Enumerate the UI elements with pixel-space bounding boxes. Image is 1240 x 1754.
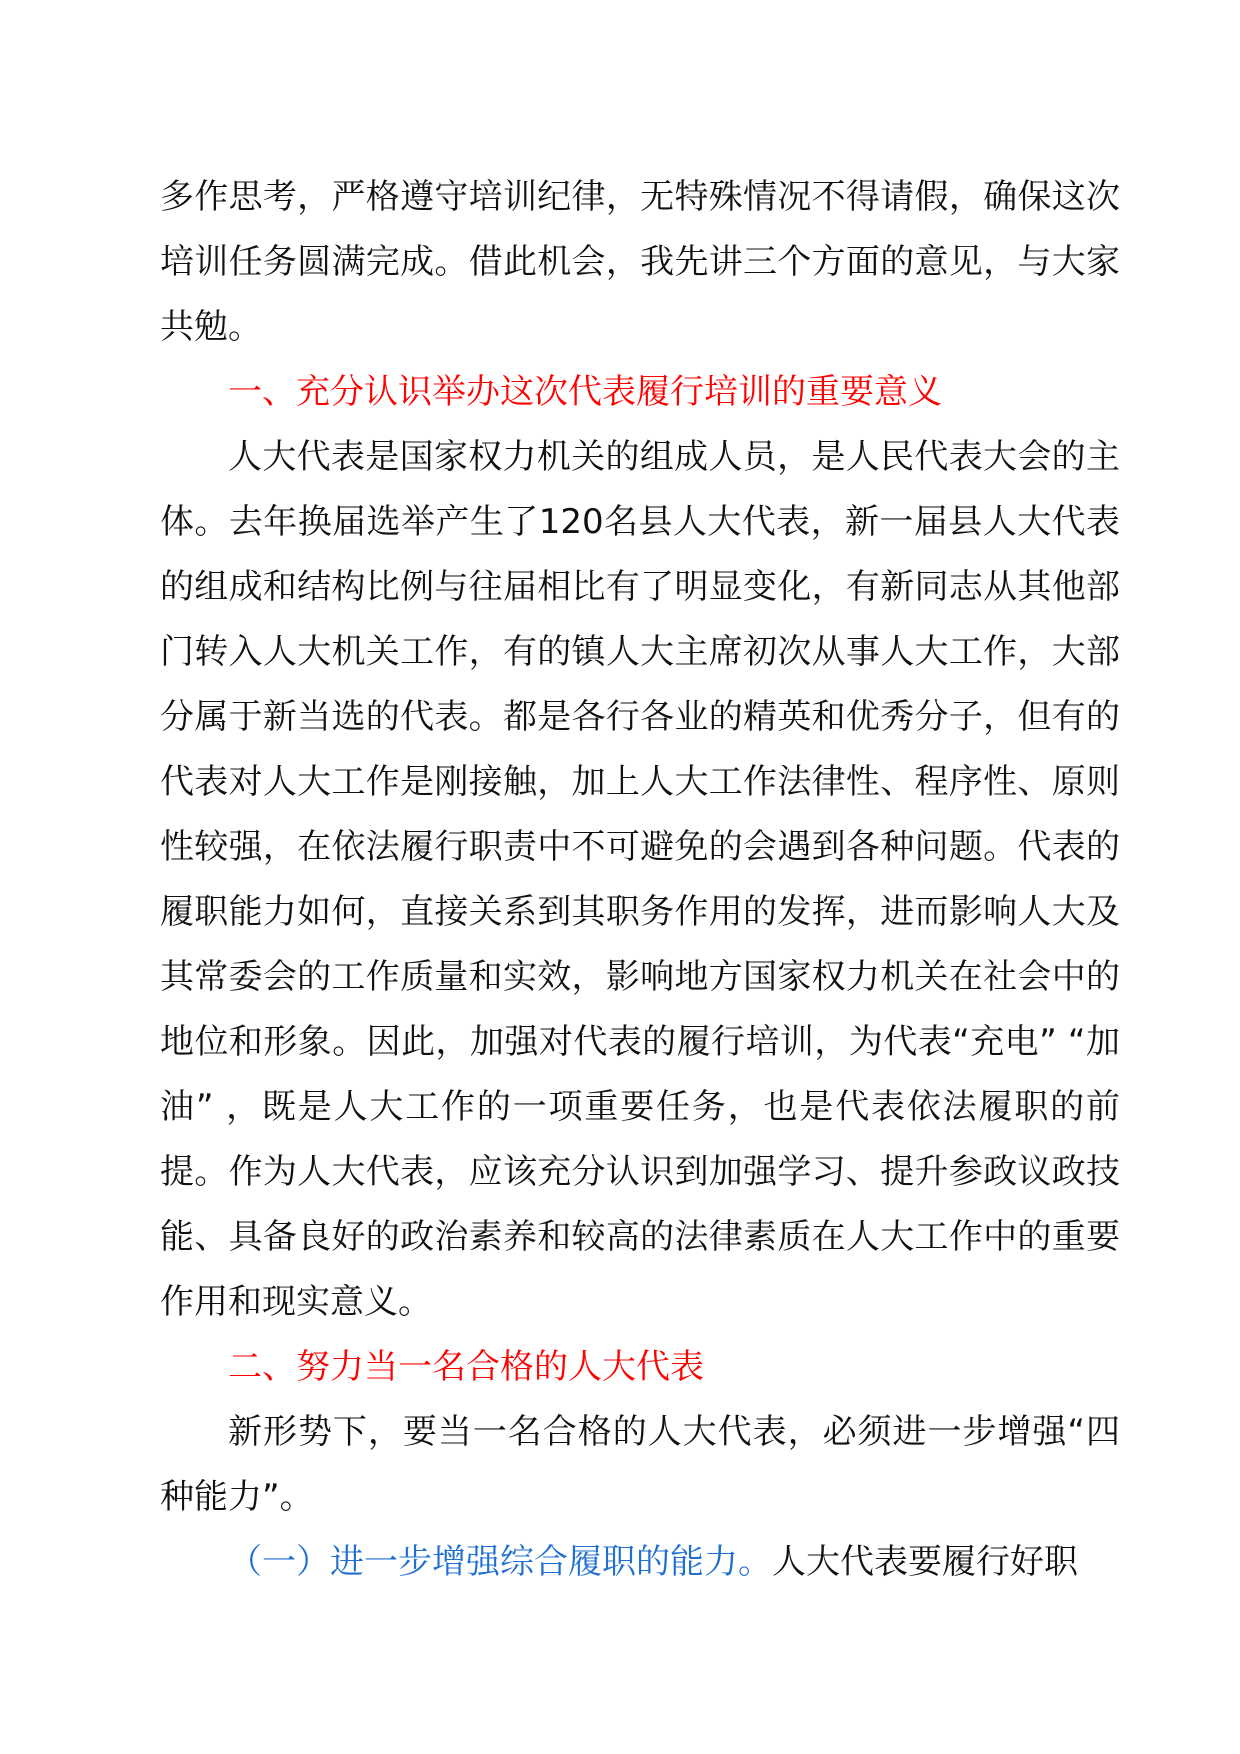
paragraph-continued: 多作思考，严格遵守培训纪律，无特殊情况不得请假，确保这次培训任务圆满完成。借此机会，我先讲三个方面的意见，与大家共勉。	[160, 177, 1120, 347]
paragraph-3-text: 人大代表要履行好职	[772, 1542, 1078, 1582]
section-heading-1: 一、充分认识举办这次代表履行培训的重要意义	[228, 372, 942, 412]
paragraph-2: 新形势下，要当一名合格的人大代表，必须进一步增强“四种能力”。	[160, 1412, 1120, 1517]
paragraph-1: 人大代表是国家权力机关的组成人员，是人民代表大会的主体。去年换届选举产生了120名县人大代表，新一届县人大代表的组成和结构比例与往届相比有了明显变化，有新同志从其他部门转入人大机关工作，有的镇人大主席初次从事人大工作，大部分属于新当选的代表。都是各行各业的精英和优秀分子，但有的代表对人大工作是刚接触，加上人大工作法律性、程序性、原则性较强，在依法履行职责中不可避免的会遇到各种问题。代表的履职能力如何，直接关系到其职务作用的发挥，进而影响人大及其常委会的工作质量和实效，影响地方国家权力机关在社会中的地位和形象。因此，加强对代表的履行培训，为代表“充电” “加油” ，既是人大工作的一项重要任务，也是代表依法履职的前提。作为人大代表，应该充分认识到加强学习、提升参政议政技能、具备良好的政治素养和较高的法律素质在人大工作中的重要作用和现实意义。	[160, 437, 1120, 1322]
paragraph-3	[160, 1530, 1120, 1595]
document-body	[160, 165, 1120, 1595]
section-heading-2: 二、努力当一名合格的人大代表	[228, 1347, 704, 1387]
subsection-heading-1: （一）进一步增强综合履职的能力。	[228, 1542, 772, 1582]
